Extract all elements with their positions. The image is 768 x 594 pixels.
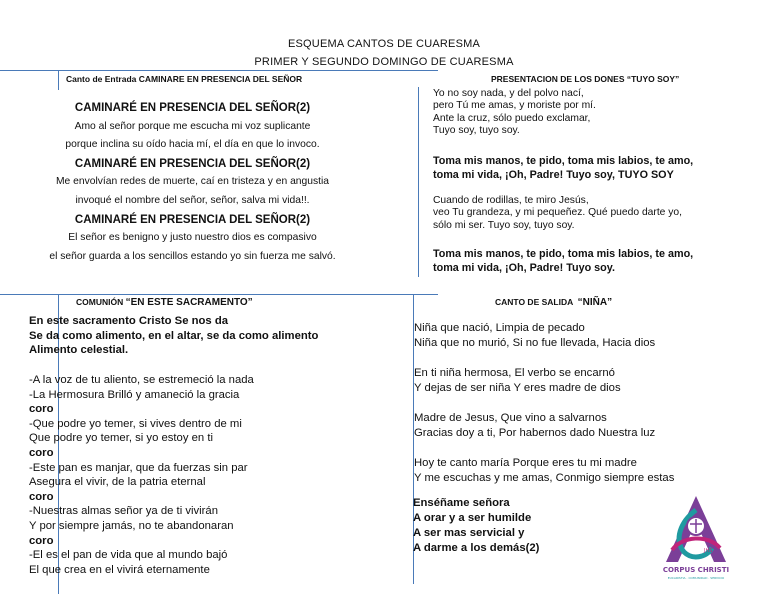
comunion-heading-prefix: COMUNIÓN bbox=[76, 297, 124, 307]
dones-heading: PRESENTACION DE LOS DONES “TUYO SOY” bbox=[491, 74, 680, 84]
divider-vertical-top bbox=[58, 70, 59, 90]
coro-marker: coro bbox=[29, 534, 54, 547]
comunion-verse-line: -Nuestras almas señor ya de ti vivirán bbox=[29, 505, 218, 518]
lyric-line: Gracias doy a ti, Por habernos dado Nuestra luz bbox=[414, 427, 656, 439]
lyric-line: Ante la cruz, sólo puedo exclamar, bbox=[433, 112, 591, 124]
entrada-verse-line: Me envolvían redes de muerte, caí en tristeza y en angustia bbox=[55, 176, 330, 188]
comunion-verse-line: -Este pan es manjar, que da fuerzas sin par bbox=[29, 461, 248, 474]
lyric-line: Madre de Jesus, Que vino a salvarnos bbox=[414, 412, 607, 424]
salida-heading-prefix: CANTO DE SALIDA bbox=[495, 297, 573, 307]
lyric-line: Niña que nació, Limpia de pecado bbox=[414, 322, 585, 334]
lyric-line: Y dejas de ser niña Y eres madre de dios bbox=[414, 382, 621, 394]
comunion-verse-line: Que podre yo temer, si yo estoy en ti bbox=[29, 432, 213, 445]
comunion-verse-line: Asegura el vivir, de la patria eternal bbox=[29, 476, 206, 489]
lyric-line: Toma mis manos, te pido, toma mis labios, te amo, bbox=[433, 248, 694, 260]
comunion-verse-line: -La Hermosura Brilló y amaneció la gracia bbox=[29, 388, 240, 401]
salida-stanza bbox=[414, 411, 674, 441]
divider-top-left bbox=[0, 70, 438, 71]
dones-chorus-1 bbox=[433, 155, 693, 182]
lyric-line: Alimento celestial. bbox=[29, 344, 129, 357]
dones-chorus-2 bbox=[433, 248, 693, 275]
lyric-line: veo Tu grandeza, y mi pequeñez. Qué puedo darte yo, bbox=[433, 207, 683, 219]
entrada-heading: Canto de Entrada CAMINARE EN PRESENCIA DEL SEÑOR bbox=[66, 74, 303, 84]
salida-heading-song: “NIÑA” bbox=[577, 297, 613, 308]
logo-text: CORPUS CHRISTI bbox=[662, 566, 730, 574]
comunion-chorus bbox=[29, 314, 318, 358]
comunion-verse-line: El que crea en el vivirá eternamente bbox=[29, 563, 210, 576]
comunion-verse-line: -Que podre yo temer, si vives dentro de mi bbox=[29, 417, 242, 430]
entrada-verse-line: porque inclina su oído hacia mí, el día en que lo invoco. bbox=[65, 139, 320, 151]
lyric-line: Niña que no murió, Si no fue llevada, Hacia dios bbox=[414, 337, 656, 349]
lyric-line: Yo no soy nada, y del polvo nací, bbox=[433, 88, 584, 99]
salida-heading bbox=[495, 297, 612, 308]
lyric-line: Hoy te canto maría Porque eres tu mi madre bbox=[414, 457, 637, 469]
lyric-line: Toma mis manos, te pido, toma mis labios, te amo, bbox=[433, 155, 694, 167]
entrada-chorus-line: CAMINARÉ EN PRESENCIA DEL SEÑOR(2) bbox=[74, 102, 311, 114]
entrada-verse-line: El señor es benigno y justo nuestro dios es compasivo bbox=[68, 232, 317, 244]
logo-tagline: EUCARISTIA · COMUNIDAD · SERVICIO bbox=[667, 576, 725, 580]
logo-icon bbox=[660, 492, 732, 588]
salida-stanza bbox=[414, 321, 674, 351]
page-title: ESQUEMA CANTOS DE CUARESMA bbox=[287, 38, 481, 50]
divider-center-top bbox=[418, 87, 419, 277]
lyric-line: toma mi vida, ¡Oh, Padre! Tuyo soy. bbox=[433, 261, 615, 274]
lyric-line: sólo mi ser. Tuyo soy, tuyo soy. bbox=[433, 219, 575, 231]
divider-middle-left bbox=[0, 294, 438, 295]
salida-stanzas bbox=[414, 321, 674, 501]
entrada-verse-line: Amo al señor porque me escucha mi voz suplicante bbox=[74, 120, 311, 132]
corpus-christi-logo bbox=[660, 492, 732, 588]
lyric-line: Se da como alimento, en el altar, se da como alimento bbox=[29, 329, 319, 342]
lyric-line: A orar y a ser humilde bbox=[413, 512, 532, 524]
comunion-heading-song: “EN ESTE SACRAMENTO” bbox=[125, 297, 253, 308]
page-subtitle: PRIMER Y SEGUNDO DOMINGO DE CUARESMA bbox=[254, 56, 514, 68]
coro-marker: coro bbox=[29, 490, 54, 503]
dones-verse-1 bbox=[433, 88, 596, 138]
comunion-heading bbox=[76, 297, 253, 308]
logo-small-text: JHS bbox=[704, 548, 713, 554]
salida-final bbox=[413, 496, 539, 556]
coro-marker: coro bbox=[29, 403, 54, 416]
comunion-verse-line: Y por siempre jamás, no te abandonaran bbox=[29, 519, 234, 532]
salida-stanza bbox=[414, 366, 674, 396]
lyric-line: A darme a los demás(2) bbox=[413, 542, 540, 554]
comunion-verses bbox=[29, 373, 254, 577]
lyric-line: En ti niña hermosa, El verbo se encarnó bbox=[414, 367, 615, 379]
dones-verse-2 bbox=[433, 195, 682, 232]
lyric-line: Enséñame señora bbox=[413, 497, 510, 509]
salida-stanza bbox=[414, 456, 674, 486]
lyric-line: Cuando de rodillas, te miro Jesús, bbox=[433, 195, 589, 206]
comunion-verse-line: -A la voz de tu aliento, se estremeció la nada bbox=[29, 374, 254, 386]
entrada-verse-line: el señor guarda a los sencillos estando yo sin fuerza me salvó. bbox=[49, 250, 336, 262]
lyric-line: Tuyo soy, tuyo soy. bbox=[433, 125, 520, 137]
entrada-verse-line: invoqué el nombre del señor, señor, salva mi vida!!. bbox=[75, 194, 310, 206]
entrada-chorus-line: CAMINARÉ EN PRESENCIA DEL SEÑOR(2) bbox=[74, 157, 311, 170]
entrada-lyrics bbox=[0, 99, 385, 266]
coro-marker: coro bbox=[29, 446, 54, 459]
lyric-line: pero Tú me amas, y moriste por mí. bbox=[433, 100, 596, 112]
lyric-line: Y me escuchas y me amas, Conmigo siempre estas bbox=[414, 472, 675, 484]
comunion-verse-line: -El es el pan de vida que al mundo bajó bbox=[29, 549, 228, 562]
lyric-line: En este sacramento Cristo Se nos da bbox=[29, 315, 229, 327]
entrada-chorus-line: CAMINARÉ EN PRESENCIA DEL SEÑOR(2) bbox=[74, 213, 311, 226]
lyric-line: toma mi vida, ¡Oh, Padre! Tuyo soy, TUYO SOY bbox=[433, 168, 674, 181]
lyric-line: A ser mas servicial y bbox=[413, 527, 525, 539]
